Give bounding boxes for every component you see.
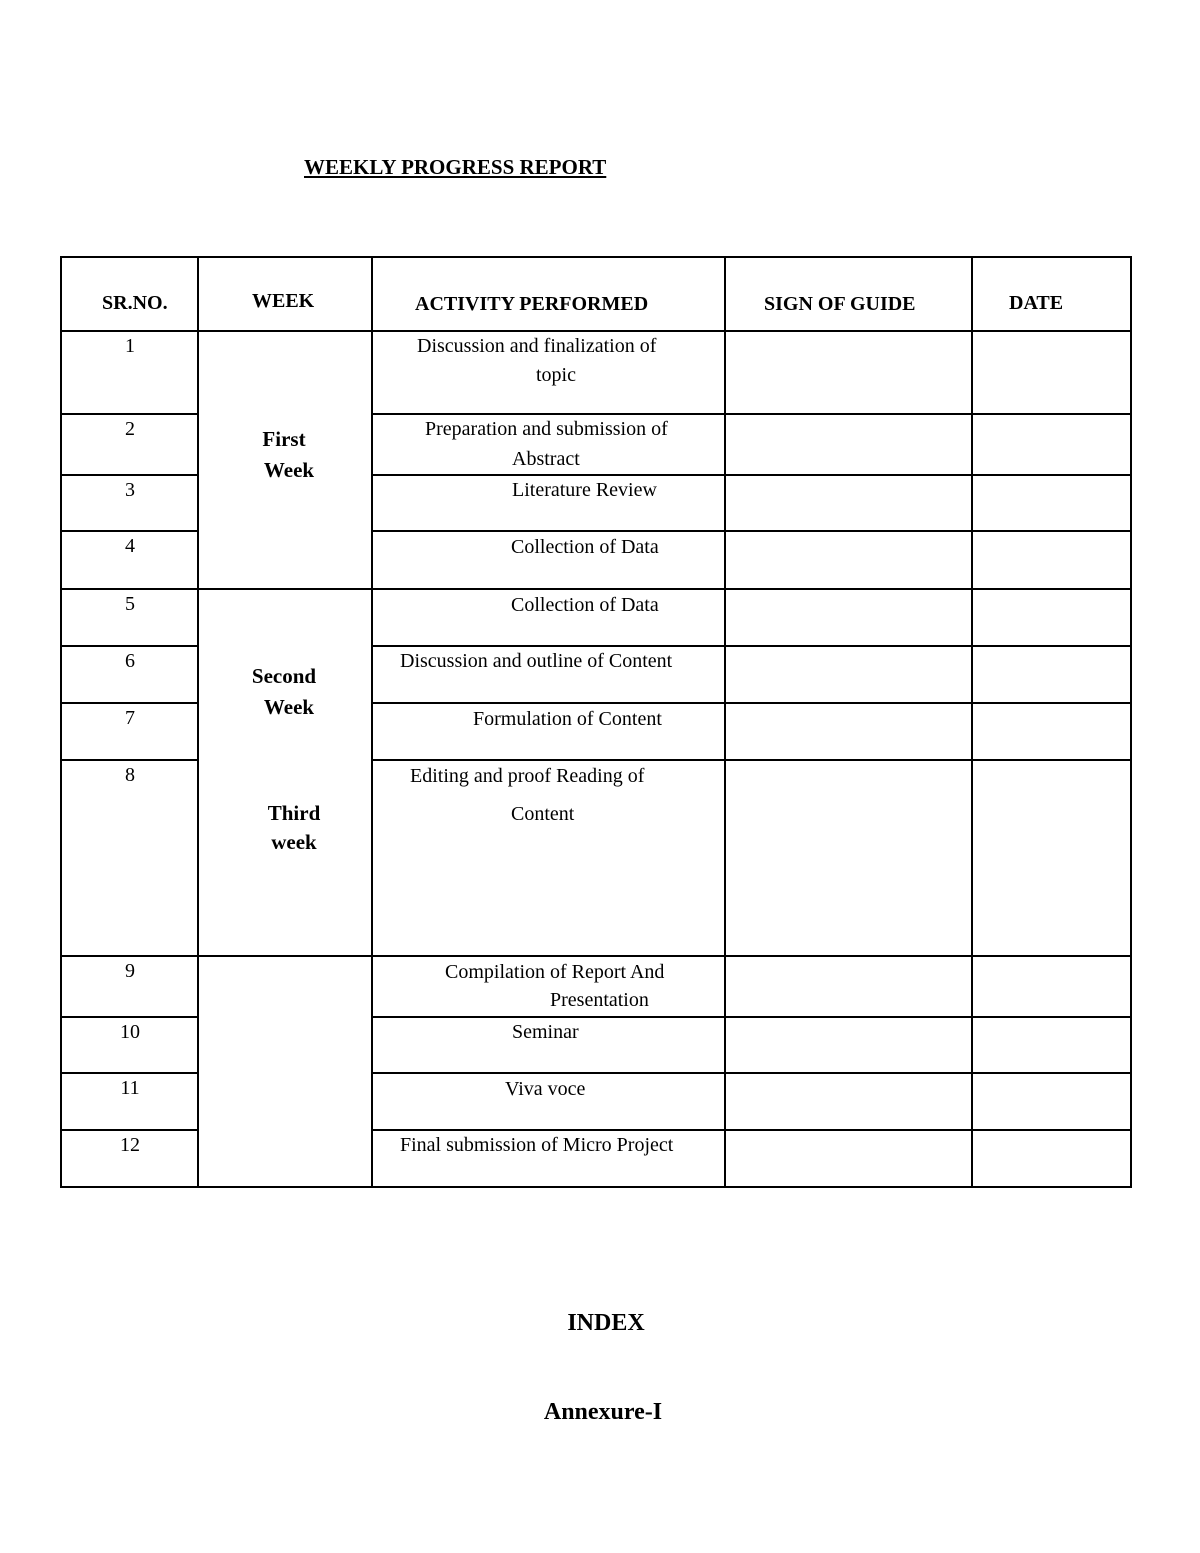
row-1-sr-no: 1 — [125, 335, 135, 357]
header-sr-no: SR.NO. — [102, 292, 168, 314]
row-2-activity-line2: Abstract — [512, 448, 580, 470]
weekly-progress-table — [60, 256, 1132, 1188]
row-4-activity: Collection of Data — [511, 536, 659, 558]
week-label-third-line2: week — [271, 830, 317, 854]
header-date: DATE — [1009, 292, 1064, 314]
col-divider-4 — [971, 258, 973, 1186]
row-12-sr-no: 12 — [120, 1134, 140, 1156]
row-line — [372, 474, 1130, 476]
week-label-second — [229, 661, 349, 723]
header-sign-of-guide: SIGN OF GUIDE — [764, 293, 916, 315]
row-5-activity: Collection of Data — [511, 594, 659, 616]
week-label-second-line2: Week — [263, 695, 315, 719]
row-10-sr-no: 10 — [120, 1021, 140, 1043]
row-3-activity: Literature Review — [512, 479, 657, 501]
row-2-activity-line1: Preparation and submission of — [425, 418, 668, 440]
row-line — [372, 759, 1130, 761]
annexure-heading: Annexure-I — [543, 1399, 663, 1425]
header-activity: ACTIVITY PERFORMED — [415, 293, 649, 315]
row-8-sr-no: 8 — [125, 764, 135, 786]
row-5-sr-no: 5 — [125, 593, 135, 615]
week-label-third-line1: Third — [267, 801, 321, 825]
row-7-activity: Formulation of Content — [473, 708, 662, 730]
row-11-sr-no: 11 — [120, 1077, 140, 1099]
row-3-sr-no: 3 — [125, 479, 135, 501]
row-8-activity-line2: Content — [511, 803, 575, 825]
row-line — [372, 702, 1130, 704]
row-9-activity-line1: Compilation of Report And — [445, 961, 665, 983]
row-2-sr-no: 2 — [125, 418, 135, 440]
row-9-activity-line2: Presentation — [550, 989, 649, 1011]
row-4-sr-no: 4 — [125, 535, 135, 557]
week-label-first — [229, 424, 349, 486]
row-11-activity: Viva voce — [505, 1078, 586, 1100]
week-label-second-line1: Second — [251, 664, 317, 688]
week-label-third — [234, 799, 354, 857]
row-6-activity: Discussion and outline of Content — [400, 650, 673, 672]
index-heading: INDEX — [567, 1310, 645, 1336]
row-8-activity-line1: Editing and proof Reading of — [410, 765, 645, 787]
row-line — [372, 1016, 1130, 1018]
header-week: WEEK — [252, 290, 315, 312]
col-divider-3 — [724, 258, 726, 1186]
report-title: WEEKLY PROGRESS REPORT — [304, 155, 607, 179]
row-7-sr-no: 7 — [125, 707, 135, 729]
col-divider-2 — [371, 258, 373, 1186]
row-line — [62, 955, 1130, 957]
week-label-first-line2: Week — [263, 458, 315, 482]
row-1-activity-line1: Discussion and finalization of — [417, 335, 657, 357]
row-1-activity-line2: topic — [536, 364, 576, 386]
row-6-sr-no: 6 — [125, 650, 135, 672]
row-line — [372, 1072, 1130, 1074]
row-10-activity: Seminar — [512, 1021, 579, 1043]
week-label-first-line1: First — [262, 427, 306, 451]
row-12-activity: Final submission of Micro Project — [400, 1134, 674, 1156]
row-line — [62, 588, 1130, 590]
row-9-sr-no: 9 — [125, 960, 135, 982]
row-line — [372, 530, 1130, 532]
